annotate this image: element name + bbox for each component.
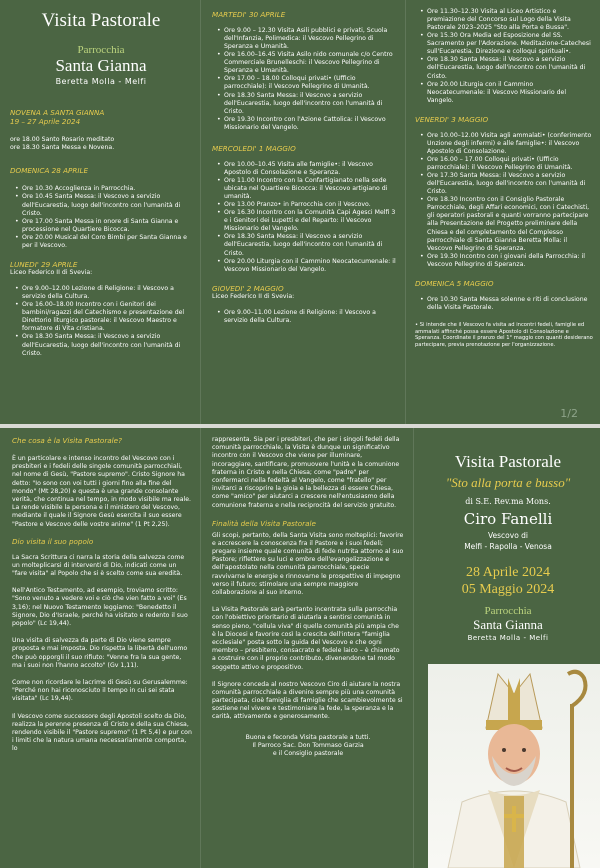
schedule-item: • Ore 17.00 Santa Messa in onore di Santa Gianna e processione nel Quartiere Bicocca. xyxy=(22,218,192,234)
schedule-item: • Ore 15.30 Ora Media ed Esposizione del SS. Sacramento per l'Adorazione. Meditazione-Catechesi sull'Eucarestia. Direzione e colloqui spirituali•. xyxy=(427,32,593,56)
schedule-item: • Ore 11.00 Incontro con la Confartigianato nella sede ubicata nel Quartiere Bicocca: il Vescovo artigiano di umanità. xyxy=(224,177,396,201)
day-heading-monday-29: LUNEDI' 29 APRILE xyxy=(10,259,78,269)
parish-subname: Beretta Molla - Melfi xyxy=(55,77,147,86)
schedule-item: • Ore 18.30 Santa Messa: il Vescovo a servizio dell'Eucarestia, luogo dell'incontro con l'umanità di Cristo. xyxy=(427,56,593,80)
schedule-item: • Ore 16.30 Incontro con la Comunità Capi Agesci Melfi 3 e i Genitori dei Lupetti e del Reparto: il Vescovo Missionario del Vangelo. xyxy=(224,209,396,233)
schedule-item: • Ore 9.00 – 12.30 Visita Asili pubblici e privati, Scuola dell'Infanzia, Polimedica: il Vescovo Pellegrino di Speranza e Umanità. xyxy=(224,27,396,51)
schedule-sheet xyxy=(0,0,600,424)
schedule-item: • Ore 16.00–16.45 Visita Asilo nido comunale c/o Centro Commerciale Brunelleschi: il Vescovo Pellegrino di Speranza e Umanità. xyxy=(224,51,396,75)
paragraph: Il Signore conceda al nostro Vescovo Ciro di aiutare la nostra comunità parrocchiale a divenire sempre più una comunità partecipata, cioè famiglia di famiglie che scambievolmente si sostiene nel vivere e testimoniare la fede, la speranza e la carità, attivamente e generosamente. xyxy=(212,680,403,721)
paragraph: rappresenta. Sia per i presbiteri, che per i singoli fedeli della comunità parrocchiale, la Visita è dunque un significativo incontro con il Vescovo che viene per illuminare, incoraggiare, santificare, promuovere l'unità e la comunione fraterna in Cristo e nella Chiesa; come "padre" per confermarci nella fedeltà al Vangelo, come "fratello" per invitarci a riscoprire la gioia e la bellezza di essere Chiesa, come "amico" per aiutarci a crescere nell'entusiasmo della comunione fraterna e nella reciprocità del servizio gratuito. xyxy=(212,436,400,509)
parish-name: Santa Gianna xyxy=(55,56,147,75)
fold-line xyxy=(413,428,414,868)
leaflet-title: Visita Pastorale xyxy=(41,10,161,31)
paragraph: Il Vescovo come successore degli Apostoli scelto da Dio, realizza la perenne presenza di Cristo e della sua Chiesa, rendendo visibile il "Pastore supremo" (1 Pt 5,4) e pur con i limiti che la natura umana necessariamente comporta, lo xyxy=(12,712,192,753)
venue-label: Liceo Federico II di Svevia: xyxy=(10,268,93,276)
schedule-item: • Ore 20.00 Liturgia con il Cammino Neocatecumenale: il Vescovo Missionario del Vangelo. xyxy=(427,81,593,105)
schedule-item: • Ore 18.30 Incontro con il Consiglio Pastorale Parrocchiale, degli Affari economici, con i Catechisti, gli operatori pastorali e quanti vorranno partecipare alla Presentazione del Progetto preliminare della Chiesa e del completamento del Complesso parrocchiale di Santa Gianna Beretta Molla: il Vescovo Pellegrino di Speranza. xyxy=(427,196,593,252)
schedule-item: • Ore 20.00 Musical del Coro Bimbi per Santa Gianna e per il Vescovo. xyxy=(22,234,192,250)
day-heading-sunday-5: DOMENICA 5 MAGGIO xyxy=(415,278,494,288)
day-heading-thursday-2: GIOVEDI' 2 MAGGIO xyxy=(212,283,284,293)
schedule-item: • Ore 10.00–12.00 Visita agli ammalati• (conferimento Unzione degli infermi) e alle famiglie•: il Vescovo Apostolo di Consolazione. xyxy=(427,132,593,156)
cover-by: di S.E. Rev.ma Mons. xyxy=(465,496,551,506)
info-column-1 xyxy=(12,428,192,868)
sunday-5-list xyxy=(415,296,593,312)
cover-title: Visita Pastorale xyxy=(454,452,562,471)
paragraph: Una visita di salvezza da parte di Dio viene sempre proposta e mai imposta. Dio rispetta la libertà dell'uomo che può opporgli il suo rifiuto: "Venne fra la sua gente, ma i suoi non l'hanno accolto" (Gv 1,11). xyxy=(12,637,188,669)
day-heading-wednesday-1: MERCOLEDI' 1 MAGGIO xyxy=(212,143,296,153)
fold-line xyxy=(200,428,201,868)
wednesday-1-list xyxy=(212,161,396,274)
day-heading-friday-3: VENERDI' 3 MAGGIO xyxy=(415,114,489,124)
page-number: 1/2 xyxy=(560,407,578,420)
schedule-item: • Ore 9.00–11.00 Lezione di Religione: il Vescovo a servizio della Cultura. xyxy=(224,309,396,325)
schedule-item: • Ore 10.30 Accoglienza in Parrocchia. xyxy=(22,185,192,193)
schedule-column-1 xyxy=(10,0,192,424)
fold-line xyxy=(405,0,406,424)
thursday-2-continued-list xyxy=(415,8,593,105)
footnote: • Si intende che il Vescovo fa visita ad incontri fedeli, famiglie ed ammalati affinché possa essere Apostolo di Consolazione e Speranza. Coordinate il pranzo del 1° maggio con quanti desiderano partecipare, previa prenotazione per l'organizzazione. xyxy=(415,321,593,349)
schedule-item: • Ore 18.30 Santa Messa: il Vescovo a servizio dell'Eucarestia, luogo dell'incontro con l'umanità di Cristo. xyxy=(224,233,396,257)
tuesday-30-list xyxy=(212,27,396,132)
monday-29-list xyxy=(10,285,192,358)
parish-label: Parrocchia xyxy=(484,604,532,617)
start-date: 28 Aprile 2024 xyxy=(466,564,550,580)
info-column-2 xyxy=(212,428,404,868)
thursday-2-list xyxy=(212,309,396,325)
section-heading: Dio visita il suo popolo xyxy=(12,536,94,546)
schedule-item: • Ore 9.00–12.00 Lezione di Religione: il Vescovo a servizio della Cultura. xyxy=(22,285,192,301)
greeting: Buona e feconda Visita pastorale a tutti. xyxy=(245,733,371,741)
schedule-item: • Ore 17.30 Santa Messa: il Vescovo a servizio dell'Eucarestia, luogo dell'incontro con l'umanità di Cristo. xyxy=(427,172,593,196)
bishop-portrait xyxy=(428,664,600,868)
schedule-item: • Ore 10.00–10.45 Visita alle famiglie•: il Vescovo Apostolo di Consolazione e Speranza. xyxy=(224,161,396,177)
novena-heading: NOVENA A SANTA GIANNA xyxy=(10,108,105,117)
schedule-item: • Ore 18.30 Santa Messa: il Vescovo a servizio dell'Eucarestia, luogo dell'incontro con l'umanità di Cristo. xyxy=(22,333,192,357)
day-heading-tuesday-30: MARTEDI' 30 APRILE xyxy=(212,10,286,19)
end-date: 05 Maggio 2024 xyxy=(461,581,555,597)
parish-subname: Beretta Molla - Melfi xyxy=(467,633,549,642)
schedule-column-3 xyxy=(415,0,593,424)
schedule-item: • Ore 13.00 Pranzo• in Parrocchia con il Vescovo. xyxy=(224,201,396,209)
bishop-name: Ciro Fanelli xyxy=(463,509,553,528)
venue-label: Liceo Federico II di Svevia: xyxy=(212,292,295,300)
schedule-item: • Ore 16.00–18.00 Incontro con i Genitori dei bambini/ragazzi del Catechismo e presentazione del Direttorio liturgico pastorale: il Vescovo Maestro e formatore di Vita cristiana. xyxy=(22,301,192,333)
section-heading: Che cosa è la Visita Pastorale? xyxy=(12,436,122,445)
novena-line: ore 18.30 Santa Messa e Novena. xyxy=(10,144,115,152)
novena-line: ore 18.00 Santo Rosario meditato xyxy=(10,136,115,143)
paragraph: Gli scopi, pertanto, della Santa Visita sono molteplici: favorire e accrescere la conoscenza fra il Pastore e i suoi fedeli; pregare insieme quale comunità di fede nutrita attorno al suo Pastore; riflettere su luci e ombre dell'evangelizzazione e dell'apostolato nella comunità parrocchiale, specie ravvivarne le energie e rinnovarne le prospettive di impegno verso il futuro; stimolare una sempre maggiore collaborazione al suo interno. xyxy=(212,531,404,596)
schedule-item: • Ore 20.00 Liturgia con il Cammino Neocatecumenale: il Vescovo Missionario del Vangelo. xyxy=(224,258,396,274)
cover-motto: "Sto alla porta e busso" xyxy=(445,475,571,490)
schedule-column-2 xyxy=(212,0,396,424)
friday-3-list xyxy=(415,132,593,269)
schedule-item: • Ore 19.30 Incontro con i giovani della Parrocchia: il Vescovo Pellegrino di Speranza. xyxy=(427,253,593,269)
signature-council: e il Consiglio pastorale xyxy=(272,750,344,757)
schedule-item: • Ore 17.00 – 18.00 Colloqui privati• (Ufficio parrocchiale): il Vescovo Pellegrino di Umanità. xyxy=(224,75,396,91)
signature-parish-priest: Il Parroco Sac. Don Tommaso Garzia xyxy=(252,741,364,749)
day-heading-sunday-28: DOMENICA 28 APRILE xyxy=(10,166,88,176)
sunday-28-list xyxy=(10,185,192,250)
novena-dates: 19 – 27 Aprile 2024 xyxy=(10,117,81,126)
schedule-item: • Ore 18.30 Santa Messa: il Vescovo a servizio dell'Eucarestia, luogo dell'incontro con l'umanità di Cristo. xyxy=(224,92,396,116)
bishop-portrait-drawing xyxy=(428,664,600,868)
paragraph: È un particolare e intenso incontro del Vescovo con i presbiteri e i fedeli delle singole comunità parrocchiali, nel nome di Gesù, "Pastore supremo". Cristo Signore ha detto: "Io sono con voi tutti i giorni fino alla fine del mondo" (Mt 28,20) e questa è una grande consolante verità, che continua nel tempo, in modo visibile ma reale. La rende visibile la persona e il ministero del Vescovo, mediante il quale il Signore Gesù esercita il suo essere "Pastore e Vescovo delle vostre anime" (1 Pt 2,25). xyxy=(12,455,192,528)
schedule-item: • Ore 19.30 Incontro con l'Azione Cattolica: il Vescovo Missionario del Vangelo. xyxy=(224,116,396,132)
parish-label: Parrocchia xyxy=(77,44,125,56)
section-heading: Finalità della Visita Pastorale xyxy=(212,518,316,528)
paragraph: La Sacra Scrittura ci narra la storia della salvezza come un molteplicarsi di interventi di Dio, indicati come un "fare visita" al Popolo che si è scelto come sua eredità. xyxy=(12,553,185,578)
fold-line xyxy=(200,0,201,424)
schedule-item: • Ore 16.00 – 17.00 Colloqui privati• (Ufficio parrocchiale): il Vescovo Pellegrino di Umanità. xyxy=(427,156,593,172)
paragraph: Nell'Antico Testamento, ad esempio, troviamo scritto: "Sono venuto a vedere voi e ciò che vien fatto a voi" (Es 3,16); nel Nuovo Testamento leggiamo: "Benedetto il Signore, Dio d'Israele, perché ha visitato e redento il suo popolo" (Lc 19,44). xyxy=(12,587,188,627)
paragraph: Come non ricordare le lacrime di Gesù su Gerusalemme: "Perché non hai riconosciuto il tempo in cui sei stata visitata" (Lc 19,44). xyxy=(12,678,188,703)
bishop-role: Vescovo di xyxy=(487,530,529,540)
paragraph: La Visita Pastorale sarà pertanto incentrata sulla parrocchia con l'obiettivo prioritario di aiutarla a sentirsi comunità in senso pieno, "cellula viva" di quella comunità più ampia che è la Diocesi e favorire così la crescita dell'intera "famiglia ecclesiale" posta sotto la guida del Vescovo e che ogni membro – presbitero, consacrato e fedele laico – è chiamato a costruire con il proprio contributo, divenendone tal modo soggetto attivo e propositivo. xyxy=(212,606,400,671)
parish-name: Santa Gianna xyxy=(473,616,543,632)
schedule-item: • Ore 11.30–12.30 Visita al Liceo Artistico e premiazione del Concorso sul Logo della Visita Pastorale 2023–2025 "Sto alla Porta e Bussa". xyxy=(427,8,593,32)
schedule-item: • Ore 10.45 Santa Messa: il Vescovo a servizio dell'Eucarestia, luogo dell'incontro con l'umanità di Cristo. xyxy=(22,193,192,217)
schedule-item: • Ore 10.30 Santa Messa solenne e riti di conclusione della Visita Pastorale. xyxy=(427,296,593,312)
diocese-name: Melfi - Rapolla - Venosa xyxy=(464,541,552,551)
